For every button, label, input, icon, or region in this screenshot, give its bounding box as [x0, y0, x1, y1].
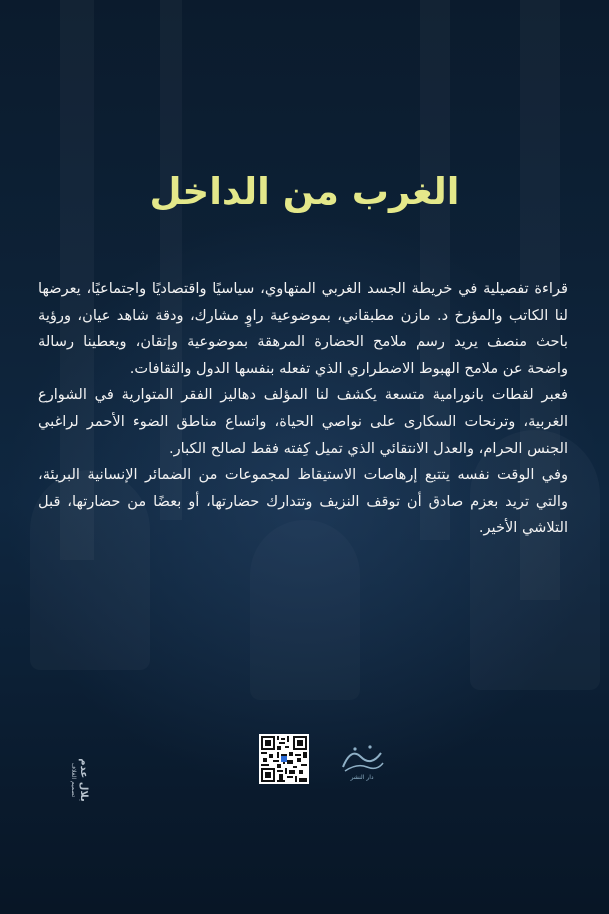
blurb-paragraph: فعبر لقطات بانورامية متسعة يكشف لنا المؤلف دهاليز الفقر المتوارية في الشوارع الغربية، وترنحات السكارى على نواصي الحياة، واتساع مناطق الضوء الأحمر لراغبي الجنس الحرام، والعدل الانتقائي الذي تميل كِفته فقط لصالح الكبار. — [38, 386, 568, 457]
publisher-logo-icon — [337, 737, 387, 781]
designer-role: تصميم الغلاف — [70, 762, 77, 798]
designer-name: بلال عدم — [78, 758, 89, 802]
qr-code-icon — [259, 734, 309, 784]
book-title: الغرب من الداخل — [149, 170, 460, 213]
publisher-logo-text: دار النشر — [350, 774, 374, 781]
background-figure — [250, 520, 360, 700]
blurb — [38, 276, 568, 542]
designer-credit — [70, 740, 88, 820]
blurb-paragraph: وفي الوقت نفسه يتتبع إرهاصات الاستيقاظ لمجموعات من الضمائر الإنسانية البريئة، والتي تريد بعزم صادق أن توقف النزيف وتتدارك حضارتها، أو بعضًا من حضارتها، قبل التلاشي الأخير. — [38, 466, 568, 537]
qr-code[interactable] — [259, 734, 309, 784]
publisher-logo — [337, 737, 387, 781]
blurb-paragraph: قراءة تفصيلية في خريطة الجسد الغربي المتهاوي، سياسيًا واقتصاديًا واجتماعيًا، يعرضها لنا الكاتب والمؤرخ د. مازن مطبقاني، بموضوعية راوٍ مشارك، ودقة شاهد عيان، ورؤية باحث منصف يريد رسم ملامح الحضارة المرهقة بموضوعية وإتقان، ويعطينا رسالة واضحة عن ملامح الهبوط الاضطراري الذي تفعله بنفسها الدول والثقافات. — [38, 280, 568, 377]
